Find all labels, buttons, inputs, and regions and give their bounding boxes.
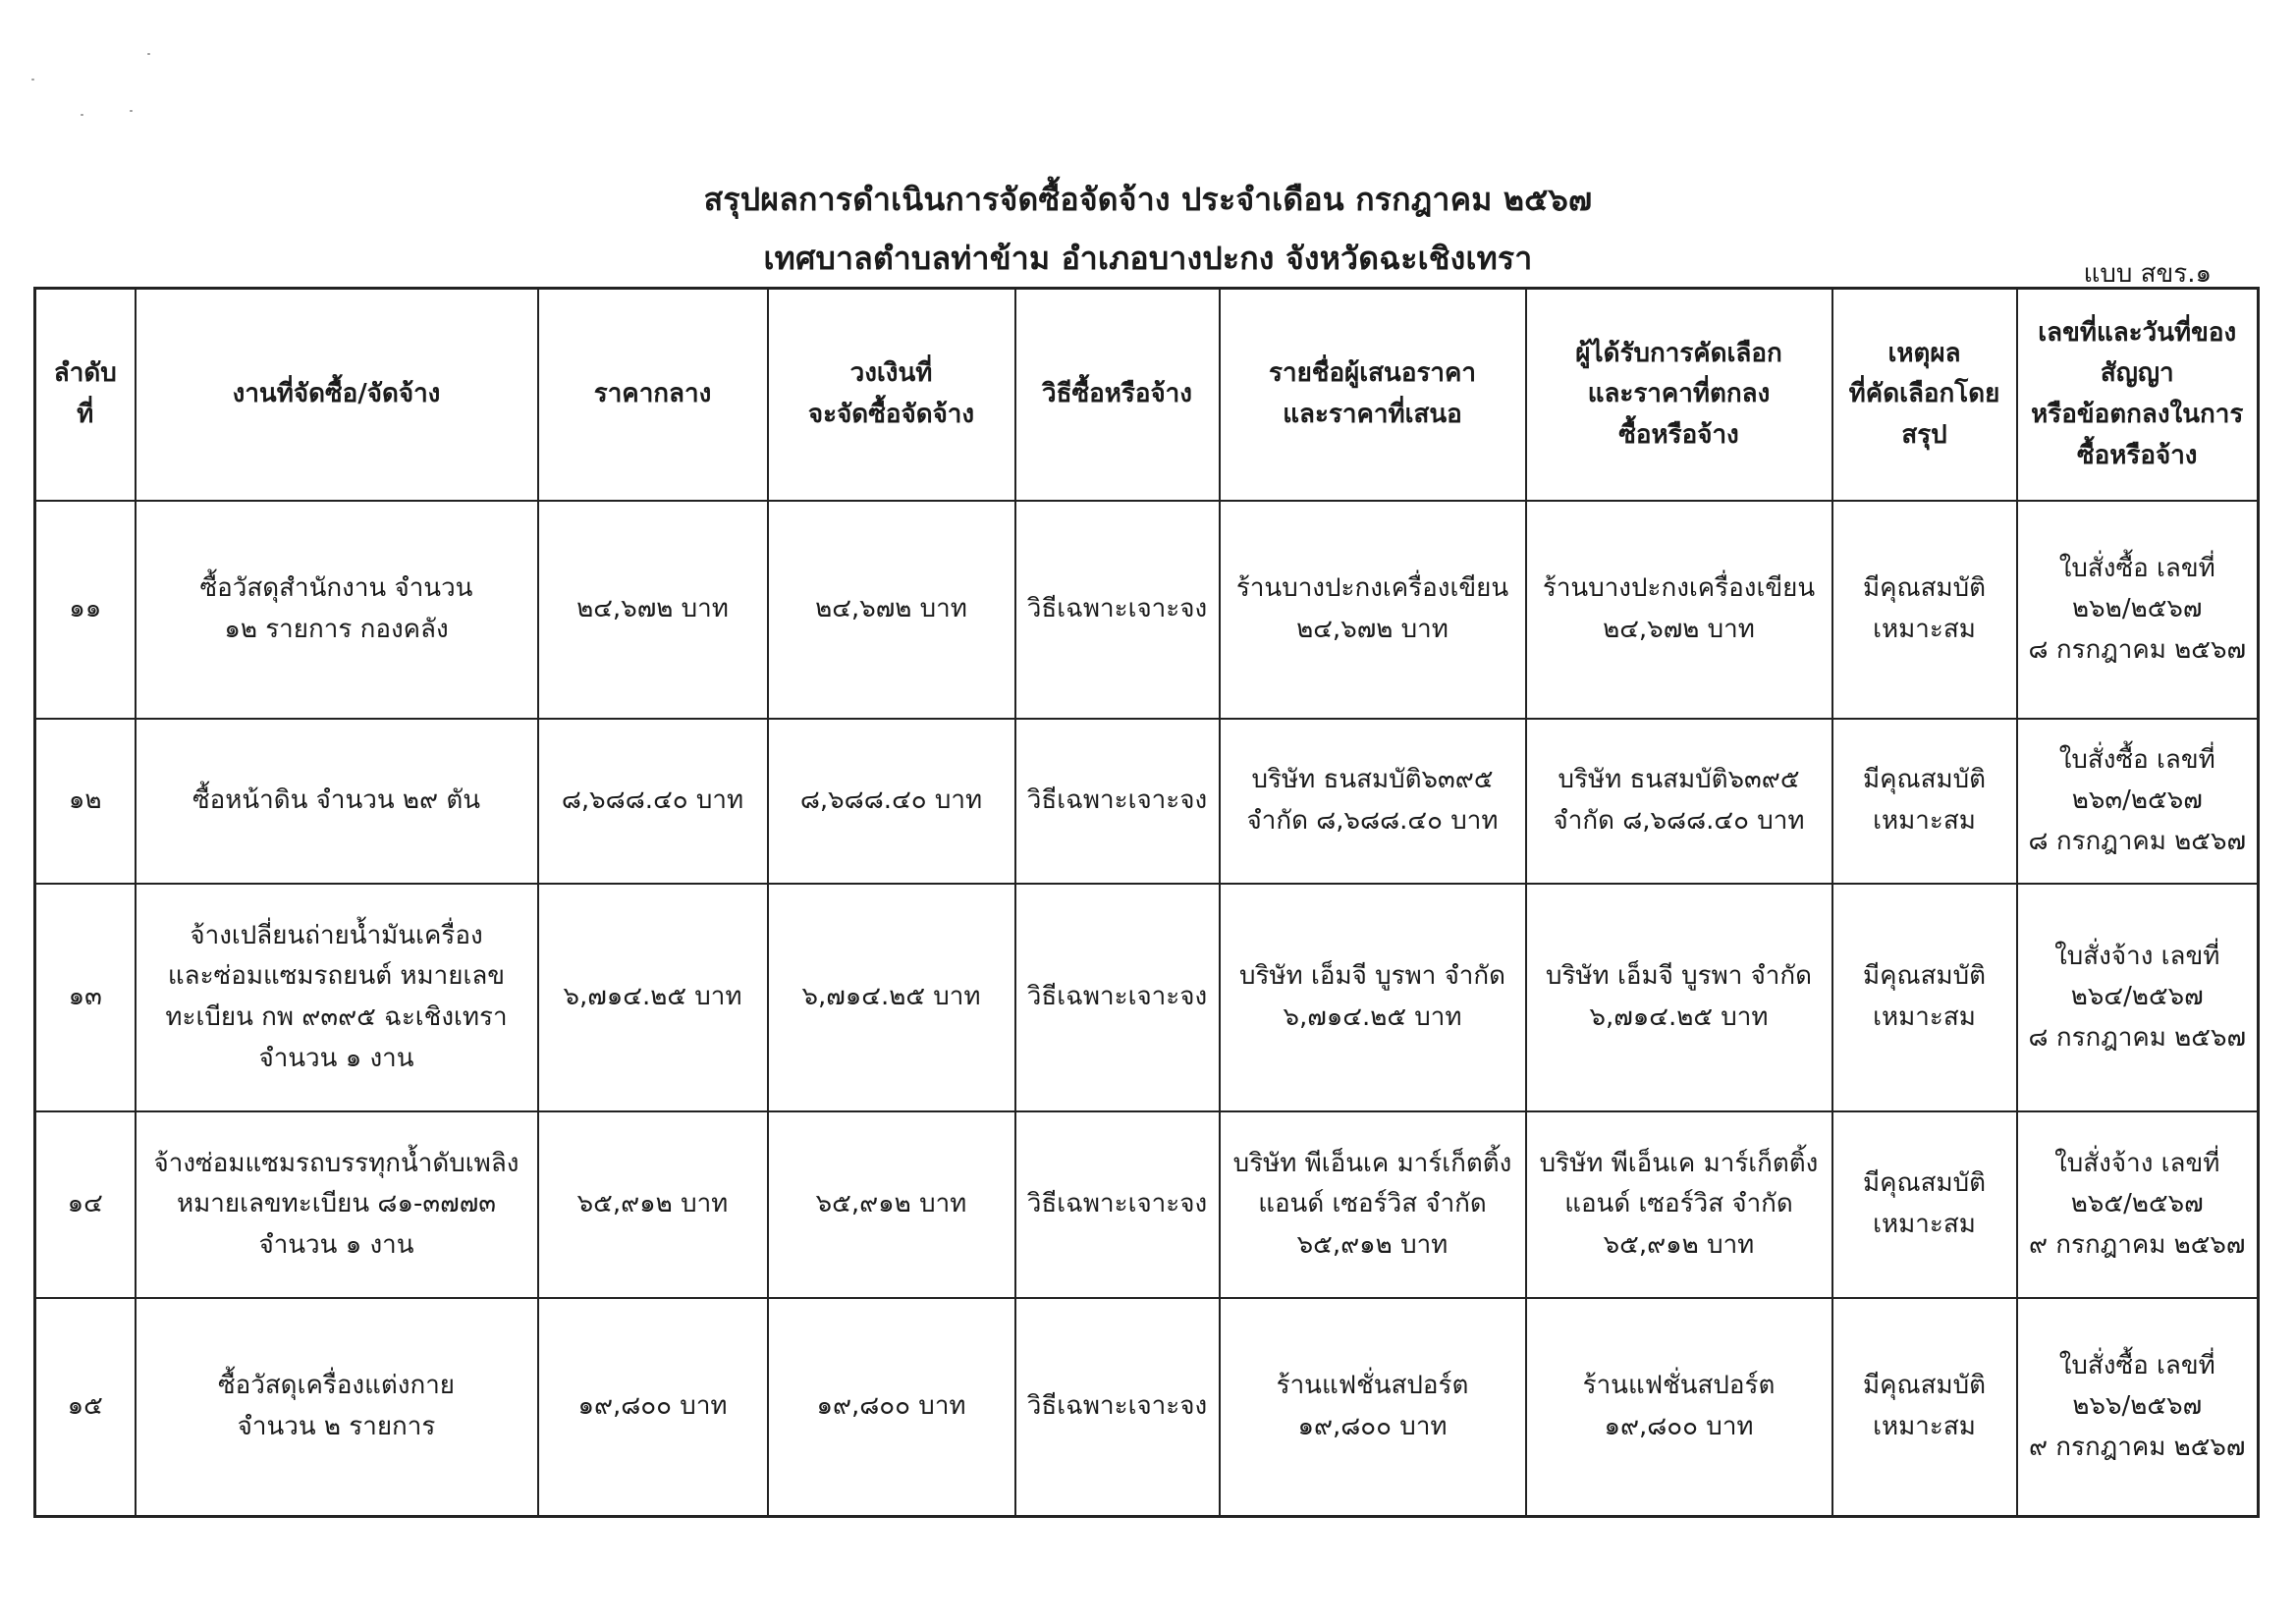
cell-no: ๑๒ [35, 719, 136, 884]
cell-median-price: ๑๙,๘๐๐ บาท [538, 1298, 768, 1517]
column-header-bidders: รายชื่อผู้เสนอราคา และราคาที่เสนอ [1220, 289, 1526, 502]
scan-speck [31, 79, 34, 81]
cell-median-price: ๒๔,๖๗๒ บาท [538, 501, 768, 719]
cell-selected: บริษัท เอ็มจี บูรพา จำกัด ๖,๗๑๔.๒๕ บาท [1526, 884, 1832, 1111]
cell-median-price: ๘,๖๘๘.๔๐ บาท [538, 719, 768, 884]
cell-reason: มีคุณสมบัติ เหมาะสม [1832, 884, 2017, 1111]
scan-speck [147, 53, 150, 55]
column-header-no: ลำดับที่ [35, 289, 136, 502]
cell-median-price: ๖,๗๑๔.๒๕ บาท [538, 884, 768, 1111]
cell-no: ๑๓ [35, 884, 136, 1111]
cell-method: วิธีเฉพาะเจาะจง [1015, 1298, 1220, 1517]
column-header-budget: วงเงินที่ จะจัดซื้อจัดจ้าง [768, 289, 1015, 502]
scan-speck [81, 114, 83, 116]
cell-method: วิธีเฉพาะเจาะจง [1015, 1111, 1220, 1298]
cell-selected: บริษัท พีเอ็นเค มาร์เก็ตติ้ง แอนด์ เซอร์วิส จำกัด ๖๕,๙๑๒ บาท [1526, 1111, 1832, 1298]
cell-reason: มีคุณสมบัติ เหมาะสม [1832, 719, 2017, 884]
cell-budget: ๒๔,๖๗๒ บาท [768, 501, 1015, 719]
cell-method: วิธีเฉพาะเจาะจง [1015, 719, 1220, 884]
cell-reason: มีคุณสมบัติ เหมาะสม [1832, 1111, 2017, 1298]
scan-speck [130, 110, 133, 112]
cell-contract: ใบสั่งจ้าง เลขที่ ๒๖๕/๒๕๖๗ ๙ กรกฎาคม ๒๕๖๗ [2017, 1111, 2259, 1298]
form-code: แบบ สขร.๑ [2083, 259, 2212, 289]
cell-bidders: บริษัท เอ็มจี บูรพา จำกัด ๖,๗๑๔.๒๕ บาท [1220, 884, 1526, 1111]
table-row [35, 1111, 2259, 1298]
table-row [35, 719, 2259, 884]
cell-budget: ๑๙,๘๐๐ บาท [768, 1298, 1015, 1517]
cell-reason: มีคุณสมบัติ เหมาะสม [1832, 501, 2017, 719]
cell-contract: ใบสั่งซื้อ เลขที่ ๒๖๖/๒๕๖๗ ๙ กรกฎาคม ๒๕๖๗ [2017, 1298, 2259, 1517]
cell-budget: ๖๕,๙๑๒ บาท [768, 1111, 1015, 1298]
cell-selected: บริษัท ธนสมบัติ๖๓๙๕ จำกัด ๘,๖๘๘.๔๐ บาท [1526, 719, 1832, 884]
table-row [35, 501, 2259, 719]
cell-item: จ้างเปลี่ยนถ่ายน้ำมันเครื่อง และซ่อมแซมรถยนต์ หมายเลข ทะเบียน กพ ๙๓๙๕ ฉะเชิงเทรา จำนวน ๑ งาน [136, 884, 538, 1111]
column-header-reason: เหตุผล ที่คัดเลือกโดย สรุป [1832, 289, 2017, 502]
column-header-median-price: ราคากลาง [538, 289, 768, 502]
cell-bidders: บริษัท ธนสมบัติ๖๓๙๕ จำกัด ๘,๖๘๘.๔๐ บาท [1220, 719, 1526, 884]
document-subtitle: เทศบาลตำบลท่าข้าม อำเภอบางปะกง จังหวัดฉะเชิงเทรา [763, 240, 1533, 277]
column-header-method: วิธีซื้อหรือจ้าง [1015, 289, 1220, 502]
cell-budget: ๘,๖๘๘.๔๐ บาท [768, 719, 1015, 884]
cell-bidders: บริษัท พีเอ็นเค มาร์เก็ตติ้ง แอนด์ เซอร์วิส จำกัด ๖๕,๙๑๒ บาท [1220, 1111, 1526, 1298]
cell-item: จ้างซ่อมแซมรถบรรทุกน้ำดับเพลิง หมายเลขทะเบียน ๘๑-๓๗๗๓ จำนวน ๑ งาน [136, 1111, 538, 1298]
column-header-selected: ผู้ได้รับการคัดเลือก และราคาที่ตกลง ซื้อหรือจ้าง [1526, 289, 1832, 502]
cell-contract: ใบสั่งซื้อ เลขที่ ๒๖๒/๒๕๖๗ ๘ กรกฎาคม ๒๕๖๗ [2017, 501, 2259, 719]
cell-method: วิธีเฉพาะเจาะจง [1015, 884, 1220, 1111]
table-row [35, 884, 2259, 1111]
cell-contract: ใบสั่งซื้อ เลขที่ ๒๖๓/๒๕๖๗ ๘ กรกฎาคม ๒๕๖๗ [2017, 719, 2259, 884]
cell-no: ๑๑ [35, 501, 136, 719]
table-header-row [35, 289, 2259, 502]
cell-selected: ร้านแฟชั่นสปอร์ต ๑๙,๘๐๐ บาท [1526, 1298, 1832, 1517]
cell-item: ซื้อหน้าดิน จำนวน ๒๙ ตัน [136, 719, 538, 884]
cell-no: ๑๔ [35, 1111, 136, 1298]
cell-bidders: ร้านบางปะกงเครื่องเขียน ๒๔,๖๗๒ บาท [1220, 501, 1526, 719]
document-title: สรุปผลการดำเนินการจัดซื้อจัดจ้าง ประจำเดือน กรกฎาคม ๒๕๖๗ [703, 181, 1593, 218]
cell-budget: ๖,๗๑๔.๒๕ บาท [768, 884, 1015, 1111]
cell-contract: ใบสั่งจ้าง เลขที่ ๒๖๔/๒๕๖๗ ๘ กรกฎาคม ๒๕๖๗ [2017, 884, 2259, 1111]
cell-median-price: ๖๕,๙๑๒ บาท [538, 1111, 768, 1298]
cell-bidders: ร้านแฟชั่นสปอร์ต ๑๙,๘๐๐ บาท [1220, 1298, 1526, 1517]
cell-item: ซื้อวัสดุสำนักงาน จำนวน ๑๒ รายการ กองคลัง [136, 501, 538, 719]
cell-item: ซื้อวัสดุเครื่องแต่งกาย จำนวน ๒ รายการ [136, 1298, 538, 1517]
procurement-table [33, 287, 2260, 1518]
cell-reason: มีคุณสมบัติ เหมาะสม [1832, 1298, 2017, 1517]
table-row [35, 1298, 2259, 1517]
cell-method: วิธีเฉพาะเจาะจง [1015, 501, 1220, 719]
cell-no: ๑๕ [35, 1298, 136, 1517]
column-header-contract: เลขที่และวันที่ของ สัญญา หรือข้อตกลงในการ ซื้อหรือจ้าง [2017, 289, 2259, 502]
cell-selected: ร้านบางปะกงเครื่องเขียน ๒๔,๖๗๒ บาท [1526, 501, 1832, 719]
column-header-item: งานที่จัดซื้อ/จัดจ้าง [136, 289, 538, 502]
